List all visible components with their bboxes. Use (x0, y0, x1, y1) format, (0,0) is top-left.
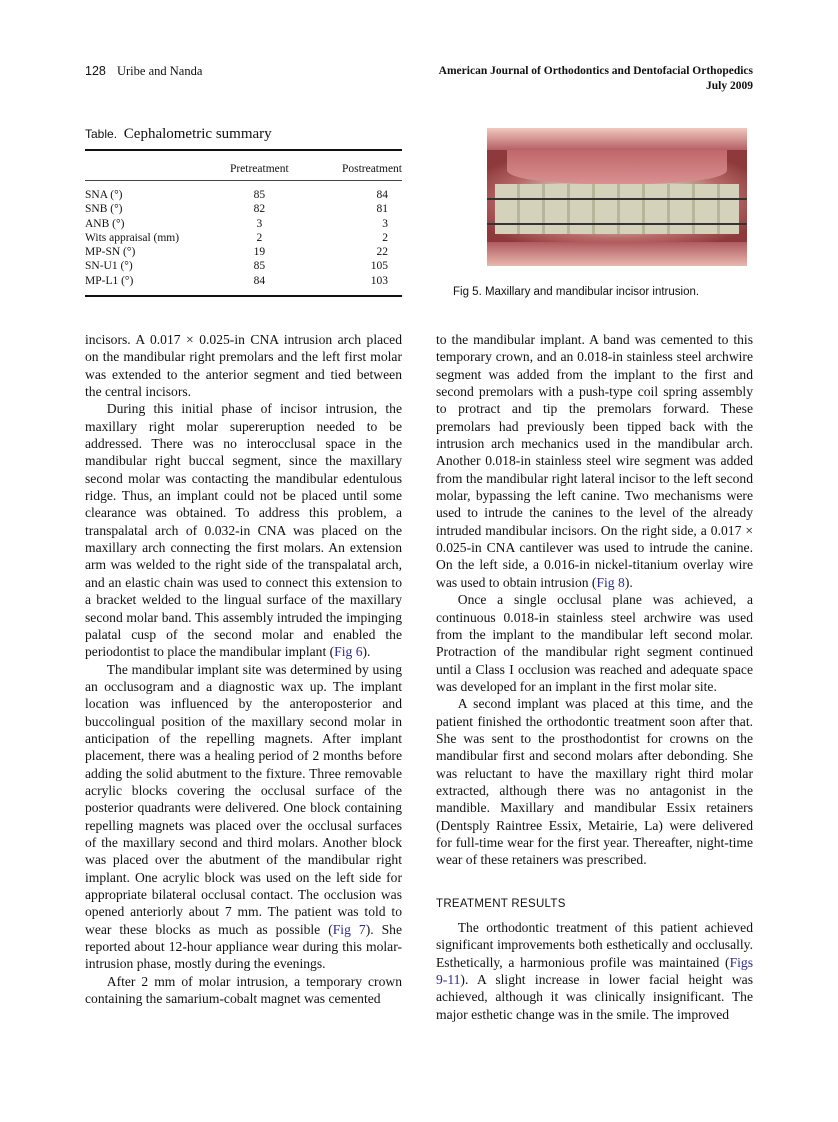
cell-value: 19 (253, 246, 266, 259)
cell-value: 84 (376, 189, 388, 201)
cell-value: 103 (370, 274, 388, 287)
paragraph (436, 331, 753, 591)
column-header (85, 150, 212, 181)
column-header: Postreatment (307, 150, 402, 181)
table-row (85, 274, 402, 296)
paragraph (85, 661, 402, 973)
upper-archwire (487, 198, 747, 200)
cell-value: 105 (370, 260, 388, 273)
figure-5-photo (487, 128, 747, 266)
running-header-left (85, 64, 202, 79)
row-label: SNA (°) (85, 189, 123, 201)
paragraph (436, 919, 753, 1023)
body-text: ). She reported about 12-hour appliance wear during this molar-intrusion phase, mostly during the evenings. (85, 921, 402, 972)
table-row (85, 181, 402, 203)
figure-reference-link[interactable]: Figs 9-11 (436, 954, 753, 988)
row-label: SN-U1 (°) (85, 260, 133, 273)
row-label: MP-L1 (°) (85, 274, 134, 287)
cell-value: 3 (256, 217, 263, 230)
body-text: The orthodontic treatment of this patient achieved significant improvements both esthetically and occlusally. Esthetically, a harmonious profile was maintained ( (436, 920, 753, 970)
body-text: Once a single occlusal plane was achieved, a continuous 0.018-in stainless steel archwire was used from the implant to the mandibular left second molar. Protraction of the mandibular right segment continued until a Class I occlusion was reached and adequate space was developed for an implant in the first molar site. (436, 592, 753, 694)
paragraph (85, 400, 402, 660)
figure-reference-link[interactable]: Fig 8 (596, 574, 625, 590)
table-row (85, 259, 402, 273)
left-column (85, 331, 402, 1007)
paragraph (85, 973, 402, 1008)
table-row (85, 217, 402, 231)
body-text: incisors. A 0.017 × 0.025-in CNA intrusion arch placed on the mandibular right premolars and the left first molar was extended to the anterior segment and tied between the central incisors. (85, 332, 402, 400)
body-text: The mandibular implant site was determined by using an occlusogram and a diagnostic wax up. The implant location was influenced by the anteroposterior and buccolingual position of the maxillary second molar in anticipation of the repelling magnets. After implant placement, there was a healing period of 2 months before adding the solid abutment to the fixture. Three removable acrylic blocks covering the occlusal surface of the posterior quadrants were delivered. One block containing repelling magnets was placed over the occlusal surfaces of the maxillary second and third molars. Another block was placed over the abutment of the mandibular right implant. One acrylic block was used on the left side for appropriate bilateral occlusal contact. The occlusion was opened anteriorly about 7 mm. The patient was told to wear these blocks as much as possible ( (85, 661, 402, 937)
figure-caption: Fig 5. Maxillary and mandibular incisor intrusion. (453, 286, 700, 298)
row-label: SNB (°) (85, 203, 123, 216)
cell-value: 84 (253, 274, 266, 287)
gums (507, 150, 727, 184)
table-row (85, 231, 402, 245)
body-text: After 2 mm of molar intrusion, a temporary crown containing the samarium-cobalt magnet was cemented (85, 973, 402, 1007)
cell-value: 85 (253, 189, 266, 201)
lower-lip (487, 242, 747, 266)
figure-reference-link[interactable]: Fig 6 (334, 644, 363, 660)
teeth (495, 184, 739, 234)
paragraph (85, 331, 402, 400)
cell-value: 81 (376, 203, 388, 216)
right-column (436, 331, 753, 1023)
table-header-row (85, 150, 402, 181)
paragraph (436, 591, 753, 695)
cell-value: 22 (376, 246, 388, 259)
table-row (85, 202, 402, 216)
column-header: Pretreatment (212, 150, 307, 181)
lower-archwire (487, 223, 747, 225)
row-label: MP-SN (°) (85, 246, 136, 259)
body-text: A second implant was placed at this time, and the patient finished the orthodontic treatment soon after that. She was sent to the prosthodontist for crowns on the mandibular first and second molars after debonding. She was reluctant to have the maxillary right third molar extracted, although there was no antagonist in the mandible. Maxillary and mandibular Essix retainers (Dentsply Raintree Essix, Metairie, La) were delivered for full-time wear for the first year. Thereafter, night-time wear of these retainers was prescribed. (436, 696, 753, 868)
table-title: Cephalometric summary (123, 126, 272, 142)
running-header-right (439, 64, 753, 94)
upper-lip (487, 128, 747, 150)
body-text: ). (624, 574, 633, 590)
journal-name: American Journal of Orthodontics and Dentofacial Orthopedics (438, 65, 753, 77)
section-heading: TREATMENT RESULTS (436, 897, 566, 910)
issue-date: July 2009 (706, 80, 753, 92)
body-text: to the mandibular implant. A band was cemented to this temporary crown, and an 0.018-in stainless steel archwire segment was added from the implant to the first and second premolars with a push-type coil spring assembly to protract and tip the premolars forward. These premolars had previously been tipped back with the intrusion arch mechanics used in the mandibular arch. Another 0.018-in stainless steel wire segment was added from the mandibular right lateral incisor to the left second molar, bypassing the left canine. Two mechanisms were used to intrude the canines to the level of the already intruded mandibular incisors. On the right side, a 0.017 × 0.025-in CNA cantilever was used to intrude the canine. On the left side, a 0.016-in nickel-titanium overlay wire was used to obtain intrusion ( (436, 332, 753, 590)
cell-value: 2 (382, 231, 388, 244)
body-text: ). A slight increase in lower facial height was achieved, although it was clinically insignificant. The major esthetic change was in the smile. The improved (436, 972, 753, 1022)
figure-reference-link[interactable]: Fig 7 (332, 921, 366, 937)
cell-value: 82 (253, 203, 266, 216)
cephalometric-table (85, 126, 402, 297)
cell-value: 85 (253, 260, 266, 273)
page-number: 128 (85, 64, 106, 78)
cell-value: 3 (382, 217, 388, 230)
cell-value: 2 (256, 231, 263, 244)
table-row (85, 245, 402, 259)
row-label: Wits appraisal (mm) (85, 231, 180, 244)
body-text: ). (362, 644, 371, 660)
table-caption (85, 126, 402, 143)
table-label: Table. (85, 127, 118, 141)
row-label: ANB (°) (85, 217, 125, 230)
authors: Uribe and Nanda (116, 64, 203, 78)
body-text: During this initial phase of incisor intrusion, the maxillary right molar supereruption needed to be addressed. There was no interocclusal space in the mandibular right buccal segment, since the maxillary second molar was contacting the mandibular edentulous ridge. Thus, an implant could not be placed until some clearance was obtained. To address this problem, a transpalatal arch of 0.032-in CNA was placed on the maxillary arch connecting the first molars. An extension arm was welded to the right side of the transpalatal arch, and an elastic chain was used to connect this extension to a bracket welded to the lingual surface of the maxillary second molar band. This assembly intruded the impinging palatal cusp of the second molar and enabled the periodontist to place the mandibular implant ( (85, 401, 402, 660)
paragraph (436, 695, 753, 868)
